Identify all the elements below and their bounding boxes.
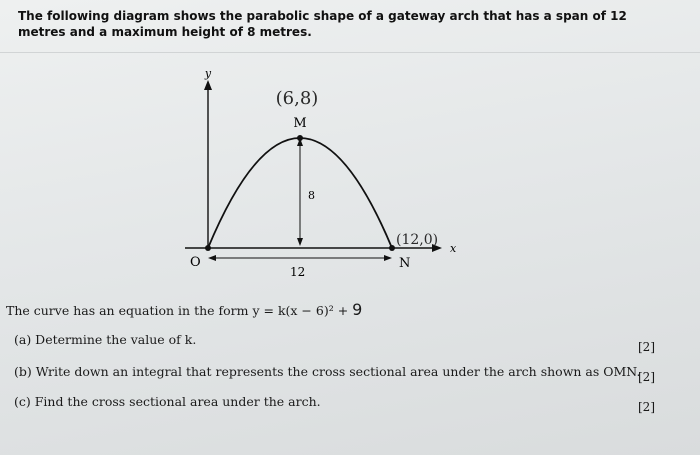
equation-line	[6, 300, 362, 319]
y-axis-arrow-icon	[204, 80, 212, 90]
x-axis-label: x	[450, 242, 457, 255]
point-o	[205, 245, 211, 251]
end-label: N	[399, 256, 411, 271]
vertex-note: (6,8)	[275, 88, 319, 109]
vertex-label: M	[293, 116, 307, 131]
question-a: (a) Determine the value of k.	[14, 332, 197, 347]
height-arrow-down-icon	[297, 238, 303, 246]
y-axis-label: y	[204, 67, 212, 80]
question-c: (c) Find the cross sectional area under the arch.	[14, 394, 321, 409]
marks-b: [2]	[638, 370, 655, 384]
marks-c: [2]	[638, 400, 655, 414]
point-n	[389, 245, 395, 251]
span-arrow-right-icon	[384, 255, 392, 261]
end-note: (12,0)	[396, 232, 439, 248]
origin-label: O	[190, 255, 201, 270]
point-m	[297, 135, 303, 141]
question-intro: The following diagram shows the parabolic shape of a gateway arch that has a span of 12 metres and a maximum height of 8 metres.	[18, 9, 627, 39]
equation-text: The curve has an equation in the form y = k(x − 6)² +	[6, 303, 353, 318]
paper-fold	[0, 52, 700, 53]
span-arrow-left-icon	[208, 255, 216, 261]
height-label: 8	[308, 189, 315, 202]
equation-handwritten: 9	[352, 300, 363, 319]
marks-a: [2]	[638, 340, 655, 354]
span-label: 12	[290, 265, 306, 279]
arch-diagram	[150, 60, 490, 285]
question-b: (b) Write down an integral that represents the cross sectional area under the arch shown as OMN.	[14, 364, 641, 379]
